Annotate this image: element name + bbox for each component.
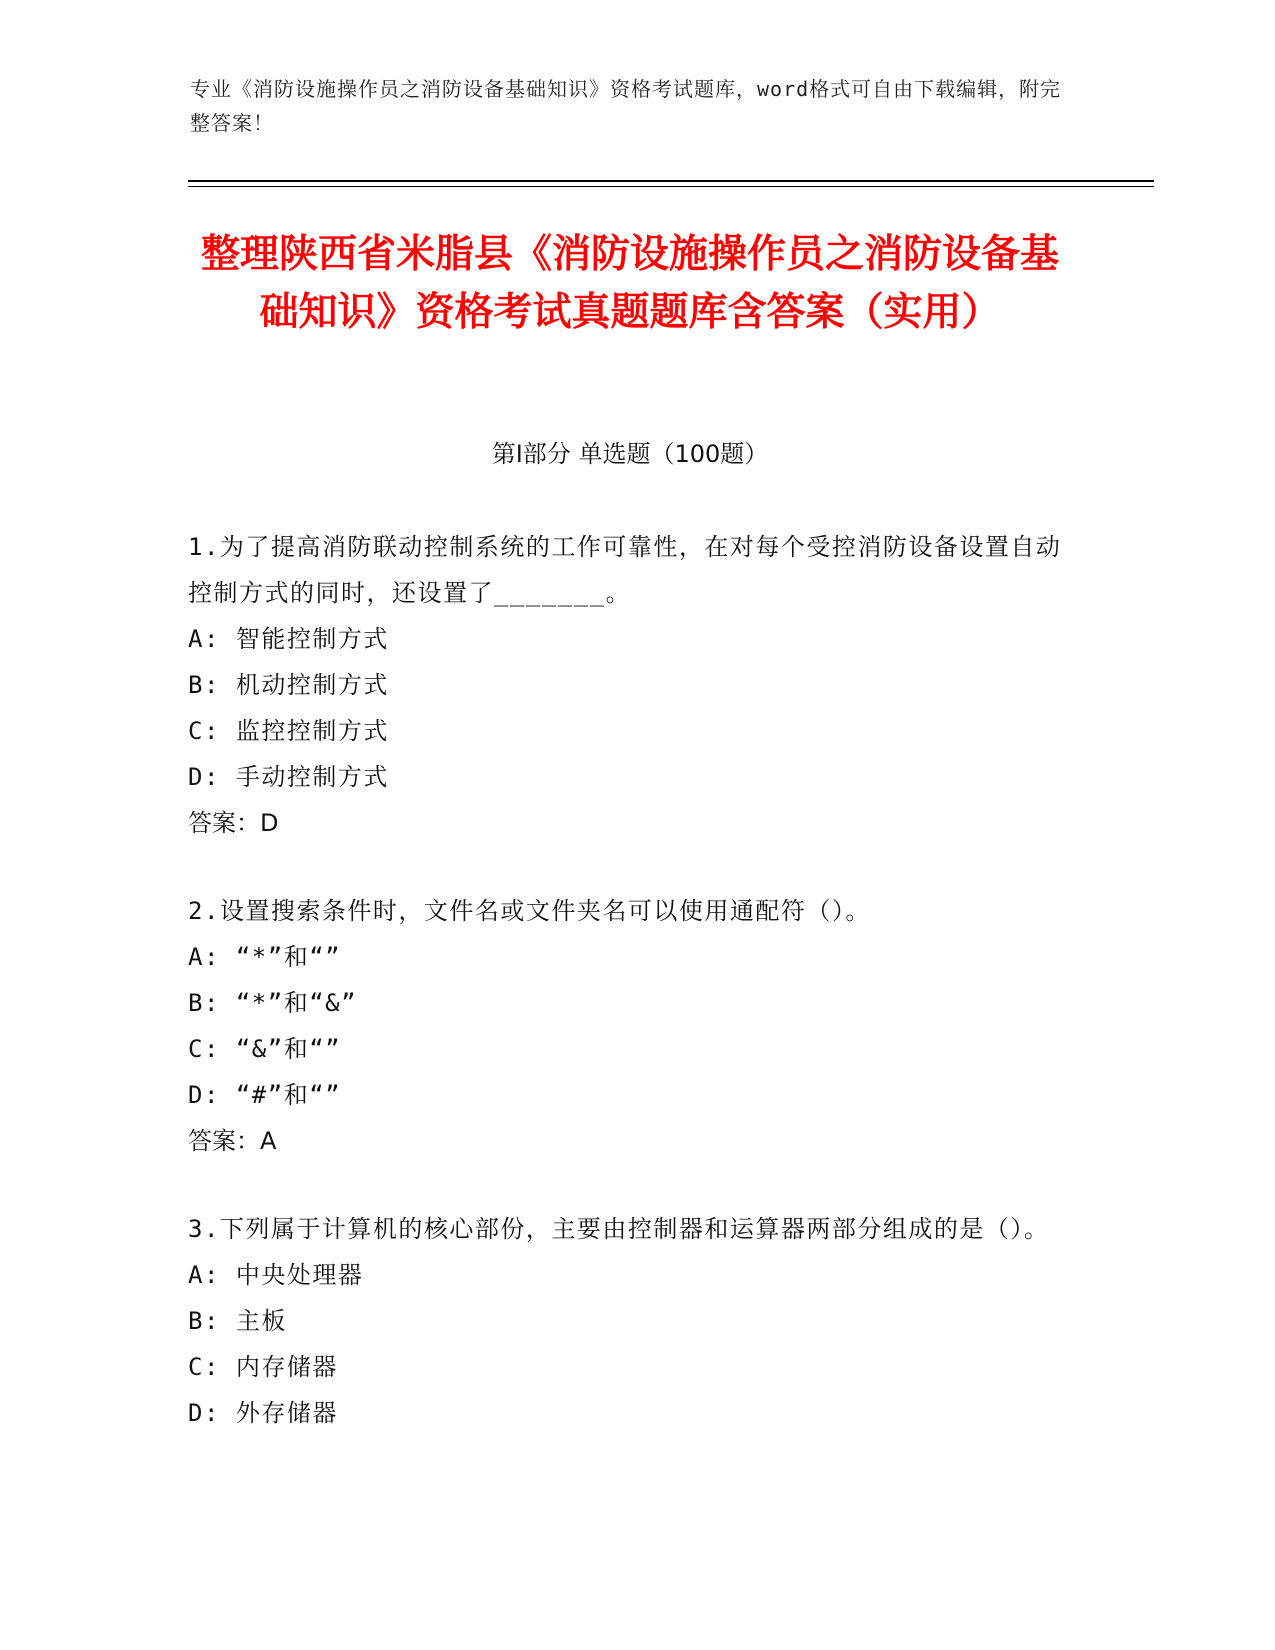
option-b: B: 机动控制方式: [188, 671, 389, 699]
option-d: D: 手动控制方式: [188, 763, 389, 791]
question-stem: 3.下列属于计算机的核心部份，主要由控制器和运算器两部分组成的是（）。: [188, 1215, 1050, 1243]
question-3: [188, 1206, 1068, 1436]
section-heading: 第I部分 单选题（100题）: [491, 440, 769, 468]
option-c: C: 监控控制方式: [188, 717, 389, 745]
option-c: C: 内存储器: [188, 1353, 338, 1381]
answer-line: 答案：A: [188, 1127, 277, 1155]
question-2: [188, 888, 1068, 1164]
answer-line: 答案：D: [188, 809, 279, 837]
option-b: B: 主板: [188, 1307, 287, 1335]
question-stem: 2.设置搜索条件时，文件名或文件夹名可以使用通配符（）。: [188, 897, 871, 925]
option-b: B: “*”和“&”: [188, 989, 358, 1017]
option-d: D: 外存储器: [188, 1399, 338, 1427]
header-rule-thick: [188, 180, 1154, 182]
question-list: [188, 524, 1068, 1478]
option-a: A: 中央处理器: [188, 1261, 364, 1289]
option-c: C: “&”和“”: [188, 1035, 342, 1063]
option-a: A: “*”和“”: [188, 943, 342, 971]
option-a: A: 智能控制方式: [188, 625, 389, 653]
option-d: D: “#”和“”: [188, 1081, 342, 1109]
header-note: 专业《消防设施操作员之消防设备基础知识》资格考试题库，word格式可自由下载编辑，附完整答案！: [190, 77, 1062, 135]
document-title: 整理陕西省米脂县《消防设施操作员之消防设备基础知识》资格考试真题题库含答案（实用）: [200, 232, 1059, 335]
question-1: [188, 524, 1068, 846]
header-rule-thin: [188, 186, 1154, 187]
question-stem: 1.为了提高消防联动控制系统的工作可靠性，在对每个受控消防设备设置自动控制方式的同时，还设置了_______。: [188, 533, 1062, 607]
